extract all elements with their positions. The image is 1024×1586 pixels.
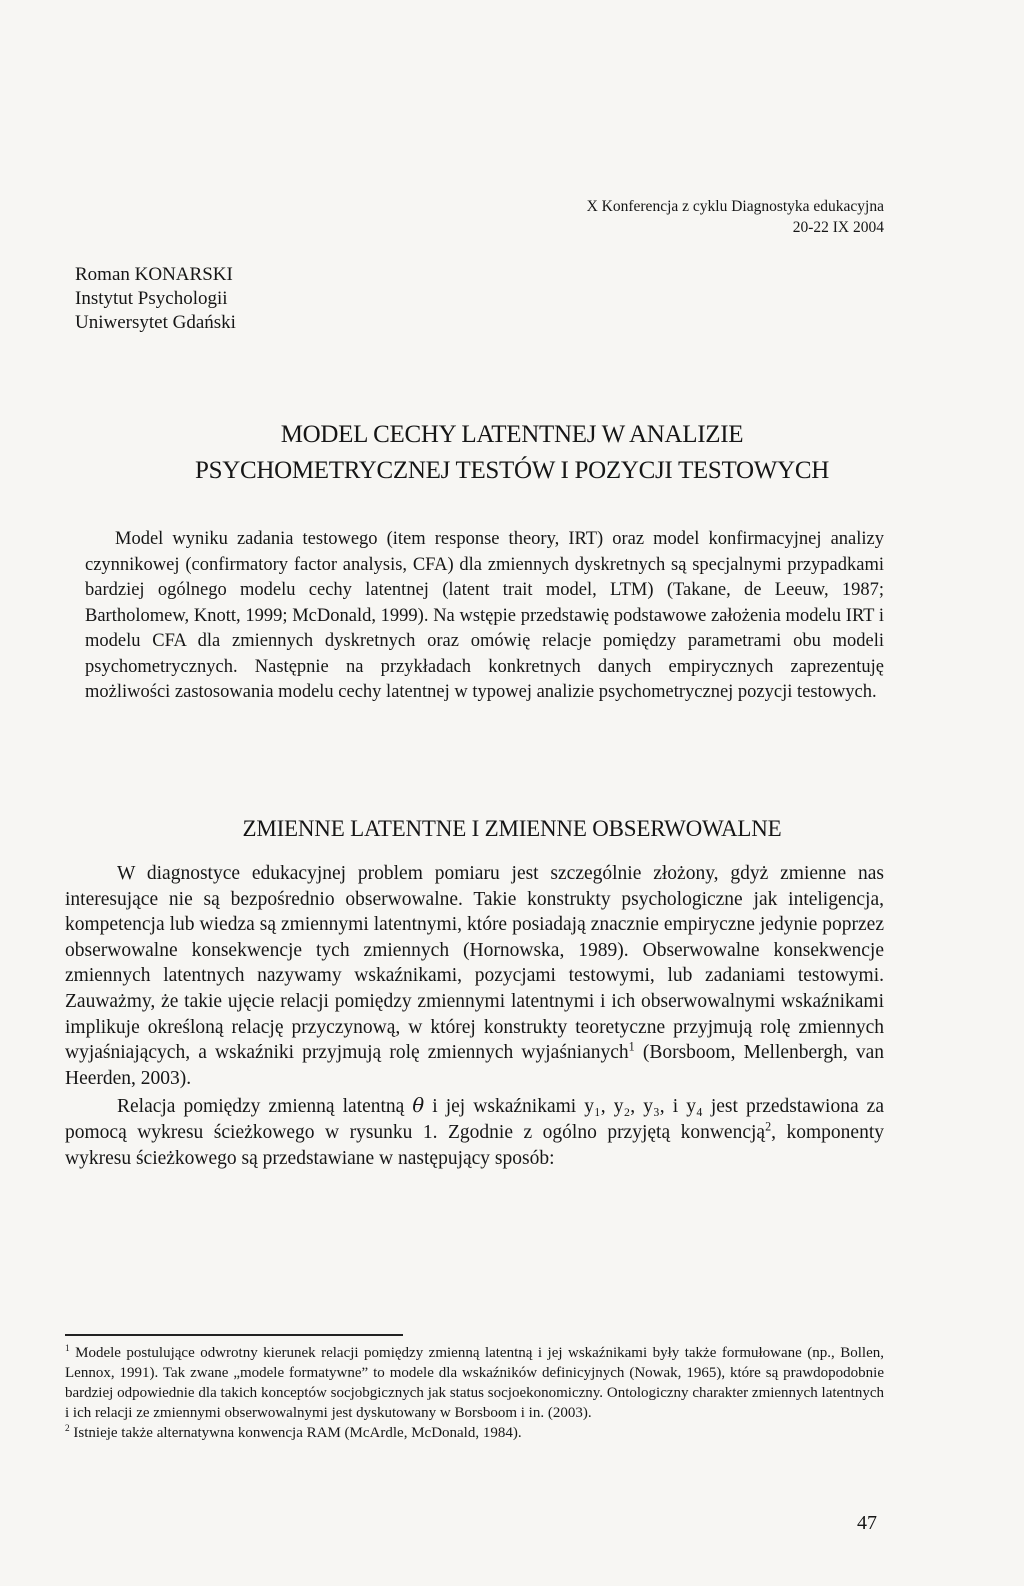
author-block <box>75 263 236 335</box>
footnote-rule <box>65 1334 403 1336</box>
conference-header <box>587 196 884 238</box>
paragraph-1-end: (Borsboom, Mellenbergh, van Heerden, 2003). <box>65 1042 884 1089</box>
section-body <box>65 861 884 1171</box>
author-institute: Instytut Psychologii <box>75 288 228 309</box>
paragraph-2 <box>65 1093 884 1171</box>
paragraph-2-text-b: i jej wskaźnikami y₁, y₂, y₃, i y₄ jest przedstawiona za pomocą wykresu ścieżkowego w rysunku 1. Zgodnie z ogólno przyjętą konwencją <box>65 1096 884 1143</box>
footnote-2 <box>65 1423 884 1443</box>
author-university: Uniwersytet Gdański <box>75 312 236 333</box>
author-name: Roman KONARSKI <box>75 264 233 285</box>
footnote-1-mark: 1 <box>65 1344 70 1354</box>
footnote-2-text: Istnieje także alternatywna konwencja RAM (McArdle, McDonald, 1984). <box>69 1425 522 1441</box>
paragraph-1-text: W diagnostyce edukacyjnej problem pomiaru jest szczególnie złożony, gdyż zmienne nas interesujące nie są bezpośrednio obserwowalne. Takie konstrukty psychologiczne jak inteligencja, kompetencja lub wiedza są zmiennymi latentnymi, które posiadają znacznie empiryczne jedynie poprzez obserwowalne konsekwencje tych zmiennych (Hornowska, 1989). Obserwowalne konsekwencje zmiennych latentnych nazywamy wskaźnikami, pozycjami testowymi, lub zadaniami testowymi. Zauważmy, że takie ujęcie relacji pomiędzy zmiennymi latentnymi i ich obserwowalnymi wskaźnikami implikuje określoną relację przyczynową, w której konstrukty teoretyczne przyjmują rolę zmiennych wyjaśniających, a wskaźniki przyjmują rolę zmiennych wyjaśnianych <box>65 863 884 1064</box>
paragraph-2-text-a: Relacja pomiędzy zmienną latentną <box>117 1096 413 1118</box>
footnote-2-mark: 2 <box>65 1424 70 1434</box>
footnotes <box>65 1343 884 1443</box>
footnote-1-text: Modele postulujące odwrotny kierunek relacji pomiędzy zmienną latentną i jej wskaźnikami były także formułowane (np., Bollen, Lennox, 1991). Tak zwane „modele formatywne” to modele dla wskaźników definicyjnych (Nowak, 1965), które są prawdopodobnie bardziej odpowiednie dla takich konceptów socjobgicznych jak status socjoekonomiczny. Ontologiczny charakter zmiennych latentnych i ich relacji ze zmiennymi obserwowalnymi jest dyskutowany w Borsboom i in. (2003). <box>65 1345 884 1421</box>
paper-title <box>60 417 964 489</box>
abstract-text: Model wyniku zadania testowego (item response theory, IRT) oraz model konfirmacyjnej analizy czynnikowej (confirmatory factor analysis, CFA) dla zmiennych dyskretnych są specjalnymi przypadkami bardziej ogólnego modelu cechy latentnej (latent trait model, LTM) (Takane, de Leeuw, 1987; Bartholomew, Knott, 1999; McDonald, 1999). Na wstępie przedstawię podstawowe założenia modelu IRT i modelu CFA dla zmiennych dyskretnych oraz omówię relacje pomiędzy parametrami obu modeli psychometrycznych. Następnie na przykładach konkretnych danych empirycznych zaprezentuję możliwości zastosowania modelu cechy latentnej w typowej analizie psychometrycznej pozycji testowych. <box>85 529 884 702</box>
conference-dates: 20-22 IX 2004 <box>792 219 884 236</box>
footnote-ref-1: 1 <box>628 1039 635 1054</box>
page-number: 47 <box>857 1512 877 1534</box>
abstract <box>85 527 884 706</box>
title-line-2: PSYCHOMETRYCZNEJ TESTÓW I POZYCJI TESTOWYCH <box>195 457 829 484</box>
paragraph-2-text-c: , komponenty wykresu ścieżkowego są przedstawiane w następujący sposób: <box>65 1121 884 1169</box>
theta-symbol: θ <box>412 1094 425 1118</box>
paragraph-1 <box>65 861 884 1091</box>
title-line-1: MODEL CECHY LATENTNEJ W ANALIZIE <box>280 421 744 448</box>
section-heading: ZMIENNE LATENTNE I ZMIENNE OBSERWOWALNE <box>242 816 782 841</box>
footnote-ref-2: 2 <box>765 1119 772 1134</box>
conference-name: X Konferencja z cyklu Diagnostyka edukacyjna <box>586 198 884 215</box>
footnote-1 <box>65 1343 884 1423</box>
